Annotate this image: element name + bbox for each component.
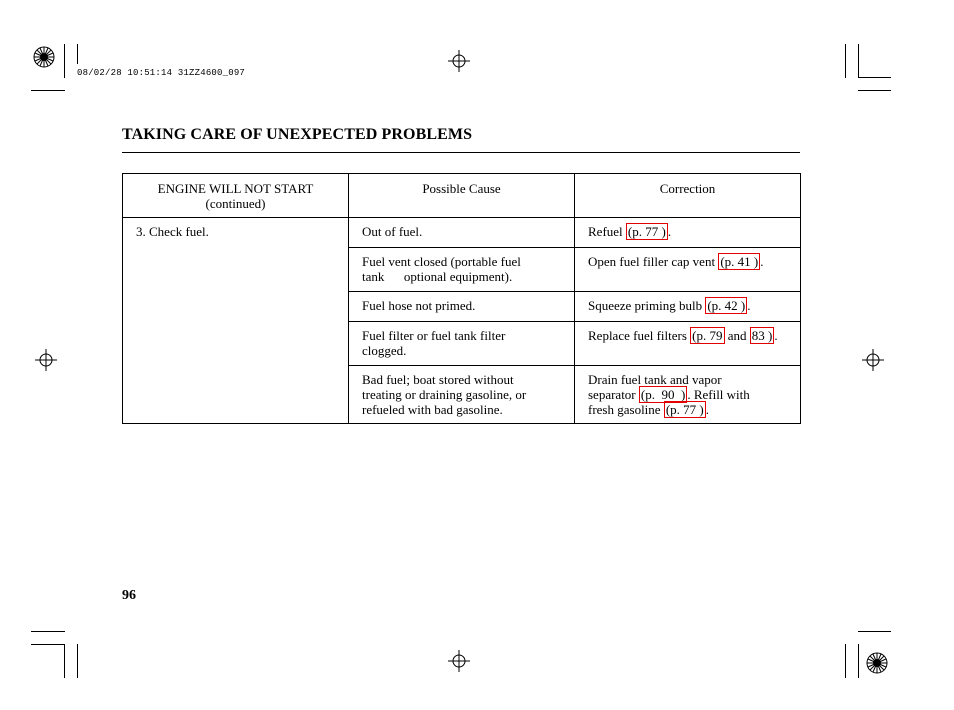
page-link[interactable]: (p. 90 )	[640, 387, 686, 402]
step-cell	[123, 218, 349, 424]
crosshair-target-icon	[448, 650, 470, 672]
header-correction: Correction	[575, 174, 801, 218]
correction-text: . Refill with	[687, 387, 750, 402]
cause-cell	[349, 366, 575, 424]
header-symptom-line2: (continued)	[205, 196, 266, 211]
crop-mark-icon	[64, 644, 65, 678]
cause-text: Out of fuel.	[362, 224, 423, 239]
crop-mark-icon	[858, 631, 891, 632]
correction-text: Squeeze priming bulb	[588, 298, 706, 313]
page-link[interactable]: (p. 42 )	[707, 298, 746, 313]
crosshair-target-icon	[35, 349, 57, 371]
crop-mark-icon	[31, 90, 65, 91]
cause-text: clogged.	[362, 343, 407, 358]
cause-text: treating or draining gasoline, or	[362, 387, 527, 402]
correction-text: .	[774, 328, 778, 343]
crop-mark-icon	[77, 44, 78, 64]
correction-text: separator	[588, 387, 639, 402]
correction-text: Replace fuel filters	[588, 328, 691, 343]
crop-mark-icon	[858, 77, 891, 78]
cause-text: Fuel hose not primed.	[362, 298, 476, 313]
title-rule	[122, 152, 800, 153]
crop-mark-icon	[858, 90, 891, 91]
crop-mark-icon	[77, 644, 78, 678]
correction-cell	[575, 322, 801, 366]
header-possible-cause: Possible Cause	[349, 174, 575, 218]
correction-text: Drain fuel tank and vapor	[588, 372, 722, 387]
correction-text: .	[760, 254, 764, 269]
crosshair-target-icon	[862, 349, 884, 371]
cause-text: Fuel filter or fuel tank filter	[362, 328, 506, 343]
page-number: 96	[122, 588, 136, 603]
crop-mark-icon	[858, 644, 859, 678]
correction-cell	[575, 292, 801, 322]
correction-text: fresh gasoline	[588, 402, 664, 417]
crop-mark-icon	[31, 631, 65, 632]
cause-text: refueled with bad gasoline.	[362, 402, 503, 417]
crosshair-target-icon	[448, 50, 470, 72]
correction-cell	[575, 366, 801, 424]
page-link[interactable]: (p. 41 )	[720, 254, 759, 269]
crop-mark-icon	[31, 644, 65, 645]
registration-sunburst-icon	[33, 46, 55, 68]
table-header-row	[123, 174, 801, 218]
correction-text: Open fuel filler cap vent	[588, 254, 719, 269]
cause-text: tank optional equipment).	[362, 269, 513, 284]
cause-cell	[349, 322, 575, 366]
cause-text: Fuel vent closed (portable fuel	[362, 254, 521, 269]
page-link[interactable]: (p. 77 )	[627, 224, 666, 239]
crop-mark-icon	[858, 44, 859, 78]
correction-text: .	[705, 402, 709, 417]
header-symptom	[123, 174, 349, 218]
page-title: TAKING CARE OF UNEXPECTED PROBLEMS	[122, 126, 473, 143]
page-link[interactable]: 83 )	[751, 328, 773, 343]
correction-cell	[575, 218, 801, 248]
cause-cell	[349, 292, 575, 322]
print-stamp: 08/02/28 10:51:14 31ZZ4600_097	[77, 68, 246, 78]
correction-text: and	[724, 328, 750, 343]
cause-text: Bad fuel; boat stored without	[362, 372, 514, 387]
table-row	[123, 218, 801, 248]
correction-text: .	[667, 224, 672, 239]
page-link[interactable]: (p. 77 )	[665, 402, 704, 417]
header-symptom-line1: ENGINE WILL NOT START	[157, 181, 314, 196]
crop-mark-icon	[845, 44, 846, 78]
step-label: 3. Check fuel.	[136, 224, 209, 239]
correction-text: Refuel	[588, 224, 626, 239]
page-link[interactable]: (p. 79	[692, 328, 723, 343]
crop-mark-icon	[64, 44, 65, 78]
cause-cell	[349, 218, 575, 248]
correction-cell	[575, 248, 801, 292]
cause-cell	[349, 248, 575, 292]
registration-sunburst-icon	[866, 652, 888, 674]
crop-mark-icon	[845, 644, 846, 678]
troubleshooting-table	[122, 173, 801, 424]
correction-text: .	[747, 298, 751, 313]
